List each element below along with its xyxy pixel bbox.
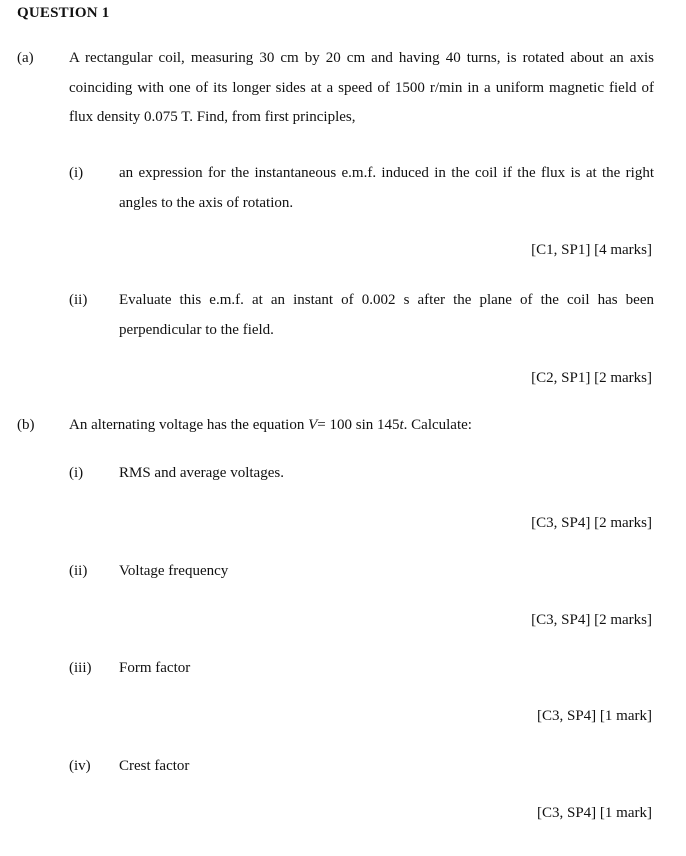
part-a-i-text: an expression for the instantaneous e.m.f. induced in the coil if the flux is at the right angles to the axis of rotation.: [119, 165, 654, 211]
part-b-i-label: (i): [69, 465, 84, 481]
part-b-iii-label: (iii): [69, 660, 92, 676]
part-b-text-before: An alternating voltage has the equation: [69, 417, 309, 433]
part-a-ii-label: (ii): [69, 292, 88, 308]
variable-v: V: [308, 417, 318, 433]
question-title: QUESTION 1: [17, 5, 110, 21]
part-b-i-text: RMS and average voltages.: [119, 465, 284, 481]
part-a-label: (a): [17, 50, 34, 66]
part-b-i-marks: [C3, SP4] [2 marks]: [531, 515, 652, 531]
part-b-text-middle: = 100 sin 145: [317, 417, 400, 433]
part-b-iv-text: Crest factor: [119, 758, 190, 774]
part-a-ii-marks: [C2, SP1] [2 marks]: [531, 370, 652, 386]
part-b-text-after: . Calculate:: [403, 417, 472, 433]
part-b-iii-marks: [C3, SP4] [1 mark]: [537, 708, 652, 724]
part-a-i-label: (i): [69, 165, 84, 181]
part-b-ii-label: (ii): [69, 563, 88, 579]
part-b-iv-label: (iv): [69, 758, 91, 774]
part-b-iii-text: Form factor: [119, 660, 191, 676]
part-a-text: A rectangular coil, measuring 30 cm by 20 cm and having 40 turns, is rotated about an axis coinciding with one of its longer sides at a speed of 1500 r/min in a uniform magnetic field of flux density 0.075 T. Find, from first principles,: [69, 50, 654, 125]
part-b-text: [69, 417, 472, 434]
part-b-label: (b): [17, 417, 35, 433]
part-b-iv-marks: [C3, SP4] [1 mark]: [537, 805, 652, 821]
part-a-ii-text: Evaluate this e.m.f. at an instant of 0.002 s after the plane of the coil has been perpendicular to the field.: [119, 292, 654, 338]
variable-t: t: [399, 417, 404, 433]
part-a-i-marks: [C1, SP1] [4 marks]: [531, 242, 652, 258]
part-b-ii-text: Voltage frequency: [119, 563, 229, 579]
part-b-ii-marks: [C3, SP4] [2 marks]: [531, 612, 652, 628]
